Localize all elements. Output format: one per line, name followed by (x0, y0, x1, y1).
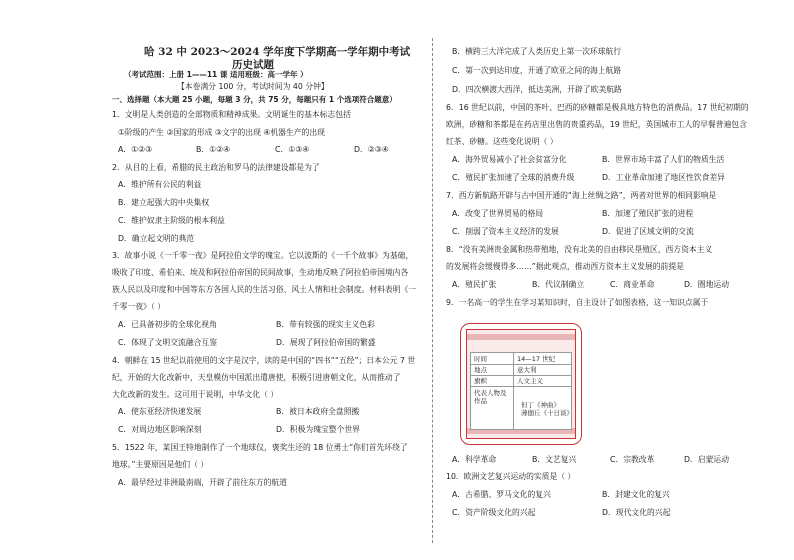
right-line: 6．16 世纪以前，中国的茶叶、巴西的砂糖都是极具地方特色的消费品。17 世纪初期的 (446, 103, 749, 112)
right-line: 8．“没有美洲贵金属和热带殖地，没有北美的自由移民垦殖区，西方资本主义 (446, 245, 713, 254)
option-c: C．维护奴隶主阶级的根本利益 (118, 216, 225, 225)
option-a: A．殖民扩张 (452, 280, 497, 289)
left-line: 纪，开始的大化改新中，天皇模仿中国派出遣唐使，积极引进唐朝文化，从而推动了 (112, 373, 401, 382)
section-heading: 一、选择题（本大题 25 小题，每题 3 分，共 75 分，每题只有 1 个选项符合题意） (112, 95, 397, 104)
option-d: D．积极为瑰宝整个世界 (276, 425, 360, 434)
table-row-divider (471, 386, 571, 387)
option-b: B．带有较强的现实主义色彩 (276, 320, 375, 329)
option-b: B．横跨三大洋完成了人类历史上第一次环球航行 (452, 47, 622, 56)
option-b: B．世界市场丰富了人们的物质生活 (602, 155, 725, 164)
right-line: 9．一名高一的学生在学习某知识时，自主设计了如图表格，这一知识点属于 (446, 298, 709, 307)
option-a: A．科学革命 (452, 455, 497, 464)
table-value: 人文主义 (517, 377, 543, 385)
right-line: 的发展将会缓慢得多……”据此观点，推动西方资本主义发展的前提是 (446, 262, 684, 271)
table-key: 旗帜 (474, 377, 487, 385)
exam-subject: 历史试题 (232, 59, 274, 71)
option-d: D．促进了区域文明的交流 (602, 227, 694, 236)
table-value: 意大利 (517, 366, 537, 374)
option-d: D．②③④ (354, 145, 389, 154)
option-b: B．加速了殖民扩张的进程 (602, 209, 694, 218)
option-c: C．宗教改革 (610, 455, 655, 464)
option-c: C．商业革命 (610, 280, 655, 289)
option-c: C．第一次到达印度，开通了欧亚之间的海上航路 (452, 66, 622, 75)
scroll-top-band (467, 334, 575, 340)
option-b: B．代议制确立 (532, 280, 585, 289)
option-b: B．封建文化的复兴 (602, 490, 670, 499)
option-c: C．削弱了资本主义经济的发展 (452, 227, 559, 236)
left-line: 1．文明是人类创造的全部物质和精神成果。文明诞生的基本标志包括 (112, 110, 351, 119)
table-key: 代表人物及作品 (474, 389, 507, 405)
exam-scope: （考试范围：上册 1——11 课 适用班级：高一学年 ） (124, 70, 308, 79)
table-key: 地点 (474, 366, 487, 374)
option-b: B．文艺复兴 (532, 455, 577, 464)
left-line: ①阶级的产生 ②国家的形成 ③文字的出现 ④机器生产的出现 (118, 128, 325, 137)
option-a: A．维护所有公民的利益 (118, 180, 202, 189)
right-line: 红茶、砂糖。这些变化说明（ ） (446, 137, 558, 146)
option-c: C．资产阶级文化的兴起 (452, 508, 536, 517)
option-a: A．改变了世界贸易的格局 (452, 209, 544, 218)
option-b: B．建立起强大的中央集权 (118, 198, 210, 207)
left-line: 4．朝鲜在 15 世纪以前使用的文字是汉字，读的是中国的“四书”“五经”；日本公元 7 世 (112, 356, 416, 365)
left-line: 族人民以及印度和中国等东方各国人民的生活习俗、风土人情和社会制度。材料表明《一 (112, 285, 417, 294)
left-line: 地球。”主要原因是他们（ ） (112, 460, 209, 469)
option-a: A．古希腊、罗马文化的复兴 (452, 490, 551, 499)
left-line: 吸收了印度、希伯来、埃及和阿拉伯帝国的民间故事，生动地反映了阿拉伯帝国境内各 (112, 268, 409, 277)
option-a: A．①②③ (118, 145, 153, 154)
knowledge-table (470, 352, 572, 430)
column-divider (432, 38, 433, 543)
left-line: 5．1522 年，某国王特地制作了一个地球仪，褒奖生还的 18 位勇士“你们首先环绕了 (112, 443, 408, 452)
option-a: A．使东亚经济快速发展 (118, 407, 202, 416)
option-b: B．①②④ (196, 145, 231, 154)
exam-title: 哈 32 中 2023～2024 学年度下学期高一学年期中考试 (144, 46, 411, 58)
table-row-divider (471, 375, 571, 376)
option-c: C．体现了文明交流融合互鉴 (118, 338, 218, 347)
option-d: D．启蒙运动 (684, 455, 729, 464)
table-row-divider (471, 364, 571, 365)
table-key: 时间 (474, 355, 487, 363)
table-value: 14—17 世纪 (517, 355, 556, 363)
option-d: D．圈地运动 (684, 280, 729, 289)
option-c: C．①③④ (275, 145, 310, 154)
option-a: A．已具备初步的全球化视角 (118, 320, 217, 329)
left-line: 千零一夜》（ ） (112, 302, 166, 311)
right-line: 7．西方新航路开辟与古中国开通的“海上丝绸之路”，两者对世界的相同影响是 (446, 191, 717, 200)
option-a: A．海外贸易减小了社会贫富分化 (452, 155, 567, 164)
option-d: D．四次横渡大西洋，抵达美洲，开辟了欧美航路 (452, 85, 622, 94)
right-line: 10．欧洲文艺复兴运动的实质是（ ） (446, 472, 576, 481)
option-a: A．最早经过非洲最南端，开辟了前往东方的航道 (118, 478, 288, 487)
option-c: C．殖民扩张加速了全球的消费升级 (452, 173, 575, 182)
left-line: 大化改新的发生。这可用于说明，中华文化（ ） (112, 390, 279, 399)
option-d: D．确立起文明的典范 (118, 234, 195, 243)
option-d: D．展现了阿拉伯帝国的繁盛 (276, 338, 376, 347)
option-d: D．工业革命加速了地区性饮食差异 (602, 173, 725, 182)
option-b: B．被日本政府全盘照搬 (276, 407, 360, 416)
table-value: 但丁《神曲》 薄伽丘《十日谈》 (521, 401, 573, 417)
option-c: C．对周边地区影响深刻 (118, 425, 202, 434)
left-line: 2．从目的上看，希腊的民主政治和罗马的法律建设都是为了 (112, 163, 320, 172)
right-line: 欧洲，砂糖和茶都是在药店里出售的贵重药品，19 世纪，英国城市工人的早餐普遍包含 (446, 120, 747, 129)
exam-meta: 【本卷满分 100 分，考试时间为 40 分钟】 (177, 82, 329, 91)
option-d: D．现代文化的兴起 (602, 508, 671, 517)
left-line: 3．故事小说《一千零一夜》是阿拉伯文学的瑰宝。它以波斯的《一千个故事》为基础， (112, 251, 414, 260)
